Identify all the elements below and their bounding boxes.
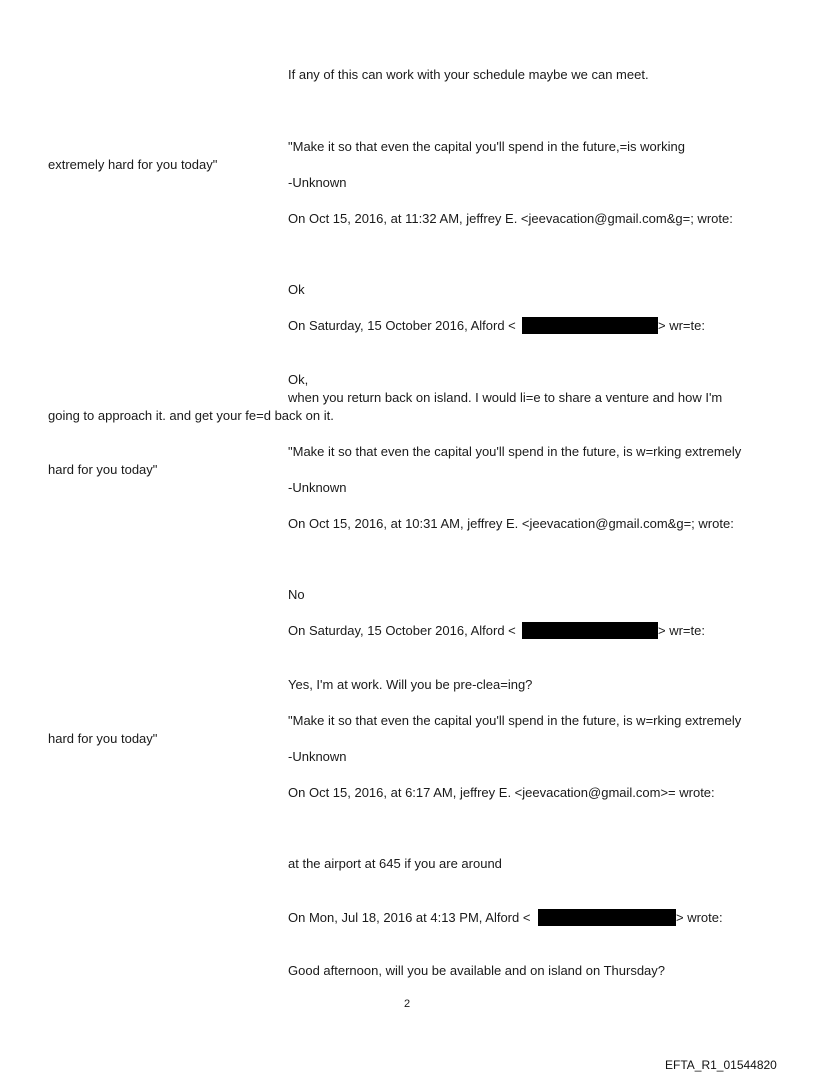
reply-header: On Oct 15, 2016, at 6:17 AM, jeffrey E. <jeevacation@gmail.com>= wrote: xyxy=(288,785,715,800)
body-line: Ok xyxy=(288,282,305,297)
body-line: Good afternoon, will you be available and on island on Thursday? xyxy=(288,963,666,978)
reply-header: On Saturday, 15 October 2016, Alford < xyxy=(288,623,516,638)
body-line: No xyxy=(288,587,305,602)
redaction-box xyxy=(538,909,676,926)
reply-header: On Oct 15, 2016, at 10:31 AM, jeffrey E. <jeevacation@gmail.com&g=; wrote: xyxy=(288,516,734,531)
quote-line: "Make it so that even the capital you'll spend in the future,=is working xyxy=(288,139,685,154)
redaction-box xyxy=(522,622,658,639)
quote-attribution: -Unknown xyxy=(288,749,347,764)
body-line: Yes, I'm at work. Will you be pre-clea=ing? xyxy=(288,677,533,692)
quote-attribution: -Unknown xyxy=(288,480,347,495)
document-id: EFTA_R1_01544820 xyxy=(665,1058,777,1072)
reply-header-tail: > wr=te: xyxy=(658,318,705,333)
quote-attribution: -Unknown xyxy=(288,175,347,190)
quote-line-wrap: hard for you today" xyxy=(48,731,158,746)
reply-header: On Oct 15, 2016, at 11:32 AM, jeffrey E. <jeevacation@gmail.com&g=; wrote: xyxy=(288,211,733,226)
body-line: If any of this can work with your schedule maybe we can meet. xyxy=(288,67,649,82)
reply-header: On Mon, Jul 18, 2016 at 4:13 PM, Alford < xyxy=(288,910,531,925)
quote-line-wrap: extremely hard for you today" xyxy=(48,157,218,172)
quote-line: "Make it so that even the capital you'll spend in the future, is w=rking extremely xyxy=(288,444,742,459)
body-line: Ok, xyxy=(288,372,309,387)
reply-header: On Saturday, 15 October 2016, Alford < xyxy=(288,318,516,333)
quote-line-wrap: hard for you today" xyxy=(48,462,158,477)
quote-line: "Make it so that even the capital you'll spend in the future, is w=rking extremely xyxy=(288,713,742,728)
body-line: when you return back on island. I would li=e to share a venture and how I'm xyxy=(288,390,723,405)
reply-header-tail: > wr=te: xyxy=(658,623,705,638)
body-line: at the airport at 645 if you are around xyxy=(288,856,502,871)
page-number: 2 xyxy=(404,998,411,1010)
reply-header-tail: > wrote: xyxy=(676,910,723,925)
body-line-wrap: going to approach it. and get your fe=d back on it. xyxy=(48,408,334,423)
redaction-box xyxy=(522,317,658,334)
